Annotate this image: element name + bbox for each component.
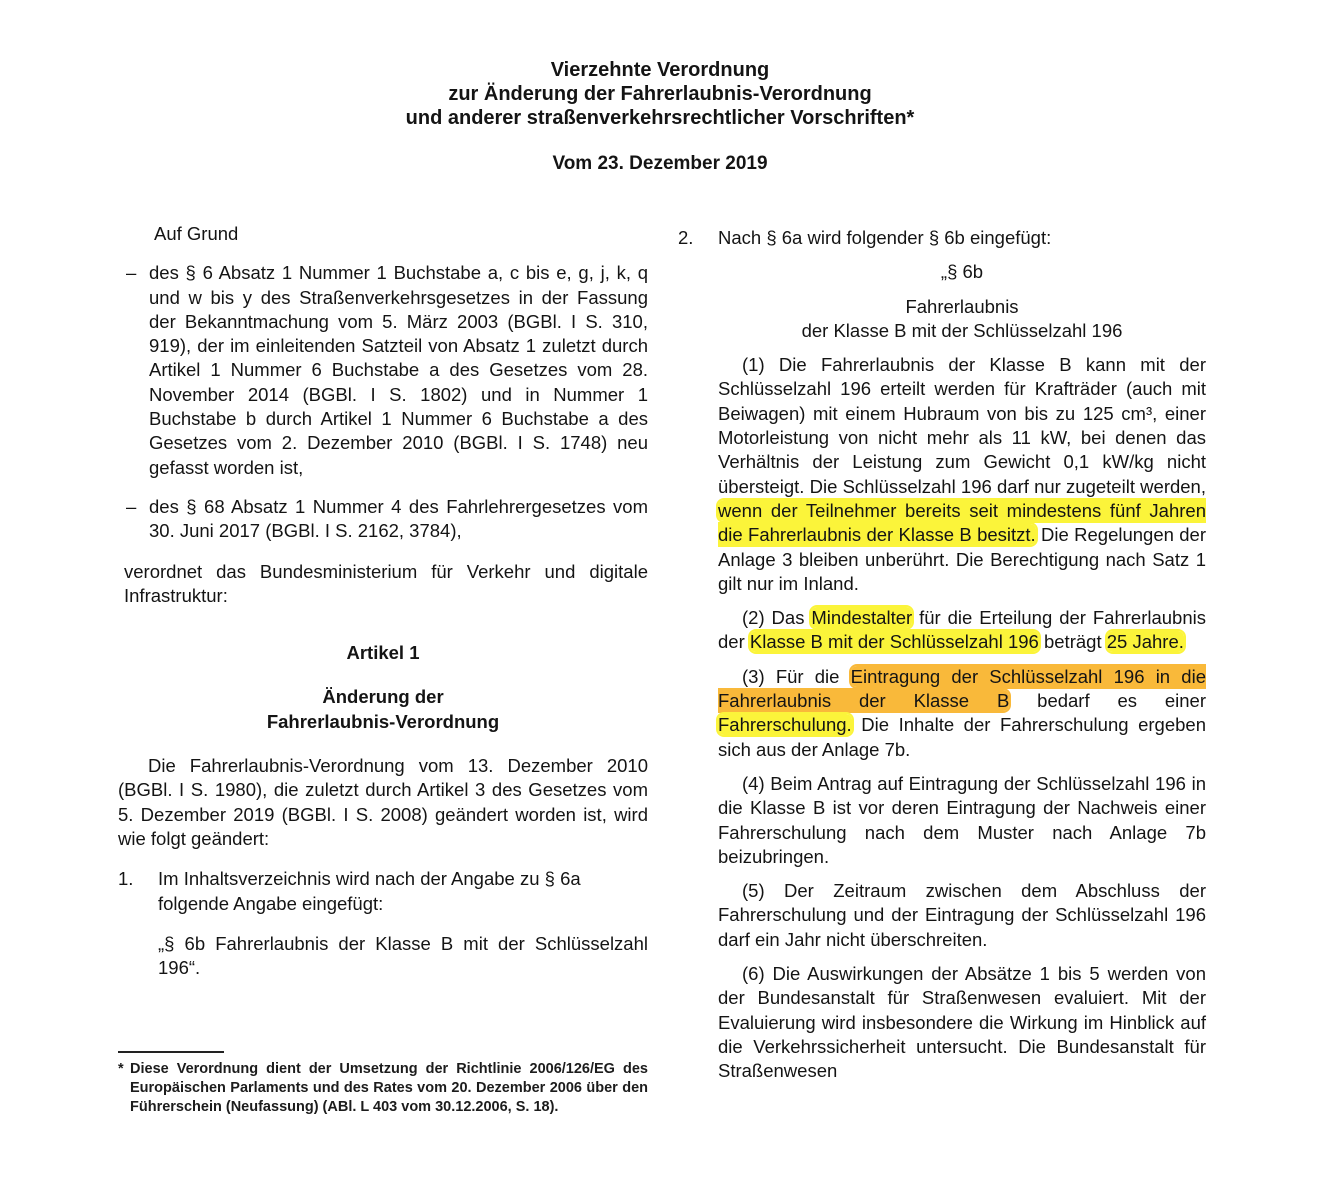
legal-basis-text-1: des § 6 Absatz 1 Nummer 1 Buchstabe a, c bis e, g, j, k, q und w bis y des Straßenverkehrsgesetzes in der Fassung der Bekanntmachung vom 5. März 2003 (BGBl. I S. 310, 919), der im einleitenden Satzteil von Absatz 1 zuletzt durch Artikel 1 Nummer 6 Buchstabe a des Gesetzes vom 28. November 2014 (BGBl. I S. 1802) und in Nummer 1 Buchstabe b durch Artikel 1 Nummer 6 Buchstabe a des Gesetzes vom 2. Dezember 2010 (BGBl. I S. 1748) neu gefasst worden ist, bbox=[149, 262, 648, 478]
highlight-25-jahre: 25 Jahre. bbox=[1106, 631, 1184, 653]
paragraph-sign: „§ 6b bbox=[940, 261, 984, 283]
footnote bbox=[118, 1060, 648, 1117]
section-paragraph-6: (6) Die Auswirkungen der Absätze 1 bis 5 werden von der Bundesanstalt für Straßenwesen evaluiert. Mit der Evaluierung wird insbesondere die Wirkung im Hinblick auf die Verkehrssicherheit untersucht. Die Bundesanstalt für Straßenwesen bbox=[718, 963, 1206, 1082]
legal-basis-text-2: des § 68 Absatz 1 Nummer 4 des Fahrlehrergesetzes vom 30. Juni 2017 (BGBl. I S. 2162, 3784), bbox=[149, 495, 648, 542]
item-1-number: 1. bbox=[118, 868, 134, 890]
p1-text-b: Die Regelungen der Anlage 3 bleiben unberührt. Die Berechtigung nach Satz 1 gilt nur im Inland. bbox=[718, 524, 1206, 594]
right-column bbox=[678, 226, 1206, 1084]
p1-text-a: (1) Die Fahrerlaubnis der Klasse B kann mit der Schlüsselzahl 196 erteilt werden für Krafträder (auch mit Beiwagen) mit einem Hubraum von bis zu 125 cm³, einer Motorleistung von nicht mehr als 11 kW, bei denen das Verhältnis der Leistung zum Gewicht 0,1 kW/kg nicht übersteigt. Die Schlüsselzahl 196 darf nur zugeteilt werden, bbox=[718, 354, 1206, 497]
footnote-rule bbox=[118, 1051, 224, 1053]
item-2 bbox=[678, 226, 1206, 250]
section-paragraph-1 bbox=[678, 353, 1206, 596]
highlight-fahrerschulung: Fahrerschulung. bbox=[718, 714, 852, 736]
item-2-text: Nach § 6a wird folgender § 6b eingefügt: bbox=[718, 227, 1052, 248]
legal-basis-item-1 bbox=[118, 261, 648, 480]
section-paragraph-3 bbox=[678, 665, 1206, 762]
left-column bbox=[118, 222, 648, 980]
dash-marker: – bbox=[126, 262, 137, 284]
article-heading: Artikel 1 bbox=[346, 642, 420, 664]
p2-text-c: beträgt bbox=[1038, 631, 1107, 653]
section-heading-line-2: der Klasse B mit der Schlüsselzahl 196 bbox=[801, 319, 1123, 341]
auf-grund-text: Auf Grund bbox=[154, 223, 239, 244]
p2-text-a: (2) Das bbox=[742, 607, 812, 629]
highlight-eintragung: Eintragung der Schlüsselzahl 196 in die Fahrerlaubnis der Klasse B bbox=[718, 665, 1206, 712]
item-1-text: Im Inhaltsverzeichnis wird nach der Angabe zu § 6a folgende Angabe eingefügt: bbox=[158, 868, 581, 914]
article-intro: Die Fahrerlaubnis-Verordnung vom 13. Dezember 2010 (BGBl. I S. 1980), die zuletzt durch Artikel 3 des Gesetzes vom 5. Dezember 2019 (BGBl. I S. 2008) geändert worden ist, wird wie folgt geändert: bbox=[118, 755, 648, 849]
item-2-number: 2. bbox=[678, 227, 694, 248]
section-paragraph-4: (4) Beim Antrag auf Eintragung der Schlüsselzahl 196 in die Klasse B ist vor deren Eintragung der Nachweis einer Fahrerschulung nach dem Muster nach Anlage 7b beizubringen. bbox=[718, 772, 1206, 867]
highlight-mindestalter: Mindestalter bbox=[811, 607, 913, 629]
highlight-requirement: wenn der Teilnehmer bereits seit mindestens fünf Jahren die Fahrerlaubnis der Klasse B besitzt. bbox=[718, 499, 1206, 546]
p3-text-b: bedarf es einer bbox=[1009, 690, 1206, 712]
document-date: Vom 23. Dezember 2019 bbox=[552, 153, 768, 174]
title-line-1: Vierzehnte Verordnung bbox=[550, 59, 770, 81]
title-line-3: und anderer straßenverkehrsrechtlicher Vorschriften* bbox=[405, 107, 915, 129]
quoted-entry: „§ 6b Fahrerlaubnis der Klasse B mit der Schlüsselzahl 196“. bbox=[158, 932, 648, 979]
section-paragraph-2 bbox=[678, 606, 1206, 655]
article-title-line-2: Fahrerlaubnis-Verordnung bbox=[266, 710, 500, 732]
footnote-text: Diese Verordnung dient der Umsetzung der Richtlinie 2006/126/EG des Europäischen Parlaments und des Rates vom 20. Dezember 2006 über den Führerschein (Neufassung) (ABl. L 403 vom 30.12.2006, S. 18). bbox=[130, 1061, 648, 1115]
p3-text-a: (3) Für die bbox=[742, 665, 851, 687]
item-1 bbox=[118, 867, 648, 916]
p3-text-c: Die Inhalte der Fahrerschulung ergeben sich aus der Anlage 7b. bbox=[718, 714, 1206, 760]
highlight-klasse-b: Klasse B mit der Schlüsselzahl 196 bbox=[749, 631, 1039, 653]
title-line-2: zur Änderung der Fahrerlaubnis-Verordnung bbox=[448, 83, 872, 105]
article-title-line-1: Änderung der bbox=[322, 686, 444, 708]
legal-basis-item-2 bbox=[118, 495, 648, 544]
section-paragraph-5: (5) Der Zeitraum zwischen dem Abschluss der Fahrerschulung und der Eintragung der Schlüsselzahl 196 darf ein Jahr nicht überschreiten. bbox=[718, 880, 1206, 950]
section-heading-line-1: Fahrerlaubnis bbox=[905, 295, 1019, 317]
verordnet-text: verordnet das Bundesministerium für Verkehr und digitale Infrastruktur: bbox=[124, 560, 648, 606]
dash-marker: – bbox=[126, 495, 137, 517]
p2-text-b: für die Erteilung der Fahrerlaubnis der bbox=[718, 607, 1206, 653]
document-title bbox=[300, 58, 1020, 130]
footnote-marker: * bbox=[118, 1061, 124, 1077]
